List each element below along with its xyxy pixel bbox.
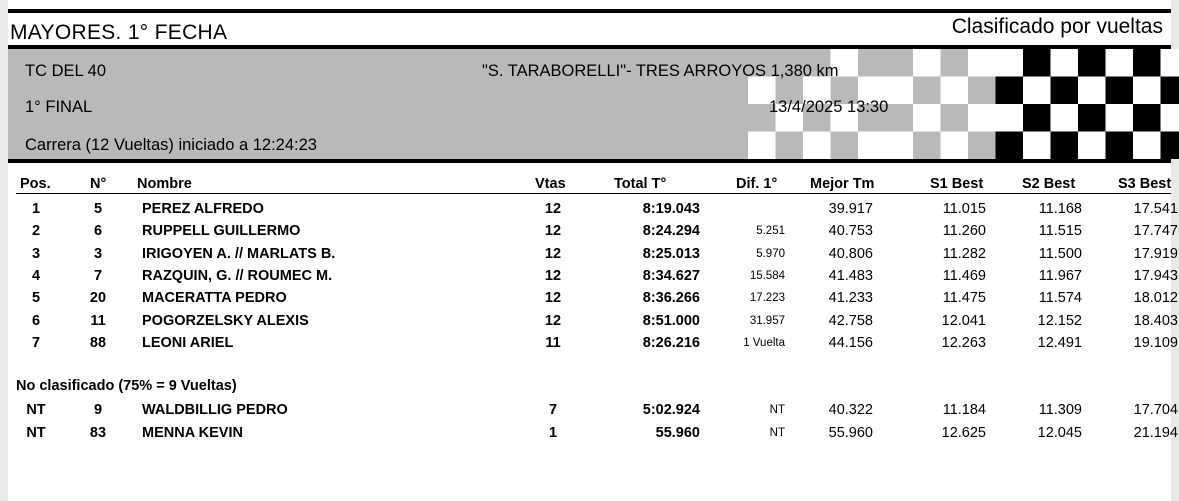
cell-laps: 12	[544, 312, 562, 329]
cell-num: 3	[93, 245, 103, 262]
cell-pos: 3	[31, 245, 41, 262]
col-total-time: Total T°	[614, 176, 667, 192]
cell-total: 8:51.000	[642, 312, 700, 329]
col-laps: Vtas	[535, 176, 566, 192]
top-rule	[8, 9, 1171, 13]
header-rule	[8, 159, 1171, 163]
cell-best: 42.758	[828, 312, 873, 329]
cell-s2: 11.309	[1038, 402, 1082, 418]
cell-diff: NT	[769, 426, 785, 439]
cell-name: PEREZ ALFREDO	[142, 201, 264, 217]
cell-pos: 2	[31, 223, 41, 240]
cell-best: 55.960	[828, 424, 873, 441]
category-name: TC DEL 40	[25, 62, 107, 80]
cell-s1: 12.263	[941, 334, 986, 351]
cell-name: IRIGOYEN A. // MARLATS B.	[142, 245, 336, 262]
cell-laps: 7	[548, 402, 558, 418]
cell-diff: 15.584	[749, 269, 785, 282]
cell-s1: 11.184	[942, 402, 986, 418]
cell-diff: 17.223	[749, 292, 785, 305]
cell-total: 8:19.043	[642, 201, 700, 217]
race-info: Carrera (12 Vueltas) iniciado a 12:24:23	[25, 136, 317, 154]
cell-s3: 17.919	[1133, 245, 1178, 262]
cell-s2: 11.168	[1038, 201, 1082, 217]
cell-pos: 5	[31, 290, 41, 307]
cell-s1: 11.260	[942, 223, 986, 240]
cell-diff: 1 Vuelta	[743, 336, 785, 349]
column-header-rule	[16, 193, 1171, 194]
page-title: MAYORES. 1° FECHA	[10, 21, 228, 44]
cell-total: 8:25.013	[642, 245, 700, 262]
cell-s2: 12.045	[1037, 424, 1082, 441]
cell-num: 88	[89, 334, 107, 351]
cell-s1: 12.625	[941, 424, 986, 441]
cell-s2: 11.574	[1038, 290, 1082, 307]
cell-s3: 17.541	[1133, 201, 1178, 217]
cell-diff: 5.251	[756, 225, 785, 238]
cell-laps: 12	[544, 245, 562, 262]
cell-pos: 6	[31, 312, 41, 329]
cell-total: 55.960	[655, 424, 700, 441]
cell-s1: 11.475	[942, 290, 986, 307]
cell-s1: 11.282	[942, 245, 986, 262]
cell-name: POGORZELSKY ALEXIS	[142, 312, 309, 329]
cell-s2: 12.491	[1037, 334, 1082, 351]
cell-total: 8:26.216	[642, 334, 700, 351]
cell-s3: 17.747	[1133, 223, 1178, 240]
not-classified-label: No clasificado (75% = 9 Vueltas)	[16, 378, 237, 394]
cell-s1: 11.469	[942, 267, 986, 284]
cell-total: 8:24.294	[642, 223, 700, 240]
cell-best: 40.753	[828, 223, 873, 240]
cell-num: 5	[93, 201, 103, 217]
col-best-lap: Mejor Tm	[810, 176, 875, 192]
col-pos: Pos.	[20, 176, 51, 192]
cell-name: MENNA KEVIN	[142, 424, 243, 441]
cell-s1: 11.015	[942, 201, 986, 217]
cell-name: WALDBILLIG PEDRO	[142, 402, 288, 418]
event-header	[8, 49, 1171, 159]
col-name: Nombre	[137, 176, 192, 192]
cell-s3: 17.943	[1133, 267, 1178, 284]
session-name: 1° FINAL	[25, 98, 93, 116]
col-s2: S2 Best	[1022, 176, 1076, 192]
cell-total: 5:02.924	[642, 402, 700, 418]
cell-pos: 4	[31, 267, 41, 284]
cell-best: 40.322	[828, 402, 873, 418]
cell-name: MACERATTA PEDRO	[142, 290, 287, 307]
cell-name: LEONI ARIEL	[142, 334, 234, 351]
cell-best: 39.917	[828, 201, 873, 217]
cell-laps: 12	[544, 223, 562, 240]
cell-diff: NT	[769, 404, 785, 416]
col-number: N°	[90, 176, 107, 192]
cell-num: 83	[89, 424, 107, 441]
cell-laps: 12	[544, 267, 562, 284]
cell-s3: 18.012	[1133, 290, 1178, 307]
cell-num: 11	[90, 312, 106, 329]
cell-num: 6	[93, 223, 103, 240]
col-s1: S1 Best	[930, 176, 984, 192]
col-s3: S3 Best	[1118, 176, 1172, 192]
cell-pos: NT	[26, 424, 46, 441]
cell-s3: 18.403	[1133, 312, 1178, 329]
classification-label: Clasificado por vueltas	[951, 15, 1163, 38]
cell-s1: 12.041	[941, 312, 986, 329]
cell-best: 41.483	[828, 267, 873, 284]
cell-total: 8:36.266	[642, 290, 700, 307]
cell-laps: 11	[545, 334, 561, 351]
cell-s3: 17.704	[1133, 402, 1178, 418]
cell-s2: 11.515	[1038, 223, 1082, 240]
cell-pos: 7	[31, 334, 41, 351]
cell-s2: 11.500	[1038, 245, 1082, 262]
cell-num: 9	[93, 402, 103, 418]
cell-s3: 19.109	[1133, 334, 1178, 351]
cell-diff: 31.957	[749, 314, 785, 327]
cell-pos: 1	[31, 201, 41, 217]
cell-num: 20	[89, 290, 107, 307]
results-sheet	[8, 0, 1178, 501]
cell-total: 8:34.627	[642, 267, 700, 284]
cell-s2: 11.967	[1038, 267, 1082, 284]
cell-pos: NT	[26, 402, 46, 418]
cell-best: 40.806	[828, 245, 873, 262]
cell-name: RAZQUIN, G. // ROUMEC M.	[142, 267, 333, 284]
cell-best: 41.233	[828, 290, 873, 307]
cell-name: RUPPELL GUILLERMO	[142, 223, 301, 240]
circuit-name: "S. TARABORELLI"- TRES ARROYOS 1,380 km	[482, 62, 839, 80]
cell-num: 7	[93, 267, 103, 284]
session-datetime: 13/4/2025 13:30	[769, 98, 889, 116]
col-diff: Dif. 1°	[736, 176, 778, 192]
cell-diff: 5.970	[756, 247, 785, 260]
cell-s3: 21.194	[1133, 424, 1178, 441]
cell-laps: 12	[544, 290, 562, 307]
cell-s2: 12.152	[1037, 312, 1082, 329]
cell-laps: 1	[548, 424, 558, 441]
cell-best: 44.156	[828, 334, 873, 351]
cell-laps: 12	[544, 201, 562, 217]
